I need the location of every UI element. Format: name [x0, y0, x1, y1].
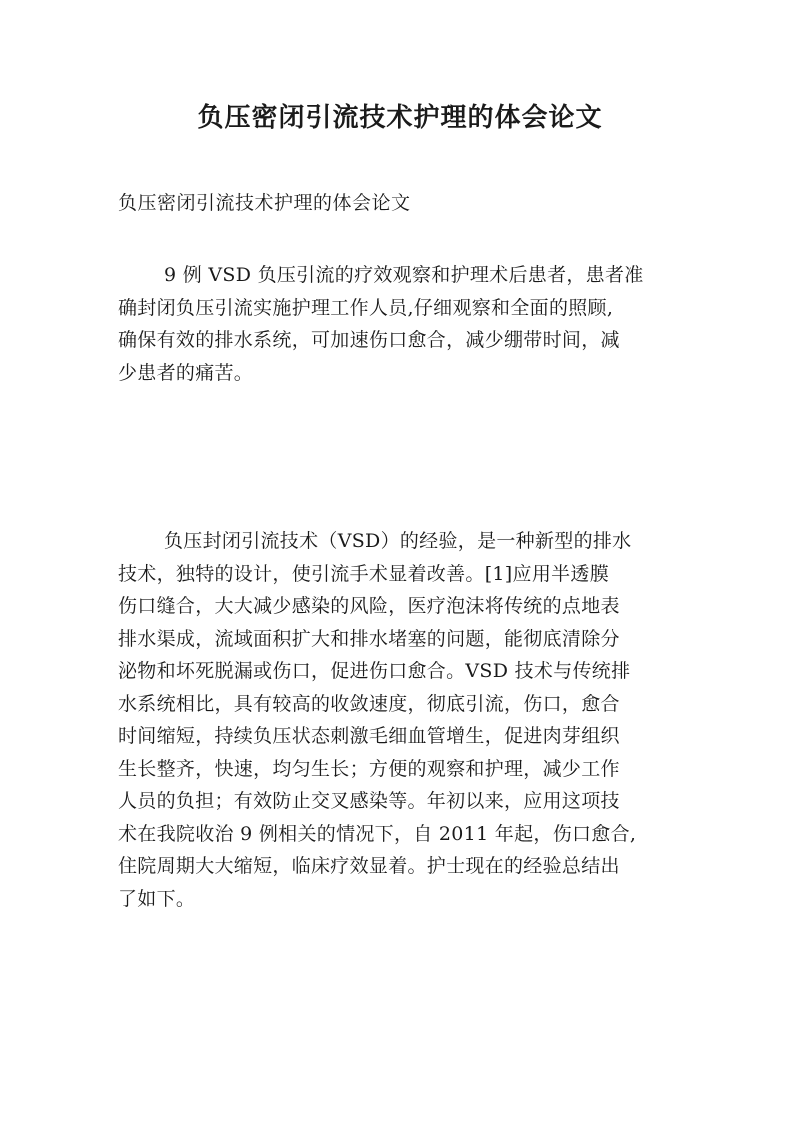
- paragraph-line: 伤口缝合，大大减少感染的风险，医疗泡沫将传统的点地表: [118, 595, 620, 617]
- paragraph-line: 人员的负担；有效防止交叉感染等。年初以来，应用这项技: [118, 790, 620, 812]
- paragraph-line: 术在我院收治 9 例相关的情况下，自 2011 年起，伤口愈合,: [118, 822, 637, 845]
- paragraph-line: 生长整齐，快速，均匀生长；方便的观察和护理，减少工作: [118, 757, 620, 780]
- paragraph-line: 技术，独特的设计，使引流手术显着改善。[1]应用半透膜: [118, 562, 610, 585]
- paragraph-line: 排水渠成，流域面积扩大和排水堵塞的问题，能彻底清除分: [118, 627, 620, 650]
- paragraph-line: 9 例 VSD 负压引流的疗效观察和护理术后患者，患者准: [164, 264, 644, 286]
- paragraph-line: 确保有效的排水系统，可加速伤口愈合，减少绷带时间，减: [118, 329, 620, 351]
- paragraph-line: 少患者的痛苦。: [118, 361, 254, 384]
- paragraph-2: [118, 525, 688, 915]
- paragraph-line: 负压封闭引流技术（VSD）的经验，是一种新型的排水: [164, 530, 632, 552]
- paragraph-line: 泌物和坏死脱漏或伤口，促进伤口愈合。VSD 技术与传统排: [118, 660, 631, 682]
- paragraph-line: 确封闭负压引流实施护理工作人员,仔细观察和全面的照顾,: [118, 296, 614, 319]
- document-title: 负压密闭引流技术护理的体会论文: [197, 103, 603, 133]
- paragraph-line: 水系统相比，具有较高的收敛速度，彻底引流，伤口，愈合: [118, 692, 620, 715]
- paragraph-1: [118, 259, 688, 389]
- paragraph-line: 住院周期大大缩短，临床疗效显着。护士现在的经验总结出: [118, 855, 620, 877]
- paragraph-line: 了如下。: [118, 887, 196, 910]
- paragraph-line: 时间缩短，持续负压状态刺激毛细血管增生，促进肉芽组织: [118, 725, 620, 747]
- document-subtitle: 负压密闭引流技术护理的体会论文: [118, 192, 411, 214]
